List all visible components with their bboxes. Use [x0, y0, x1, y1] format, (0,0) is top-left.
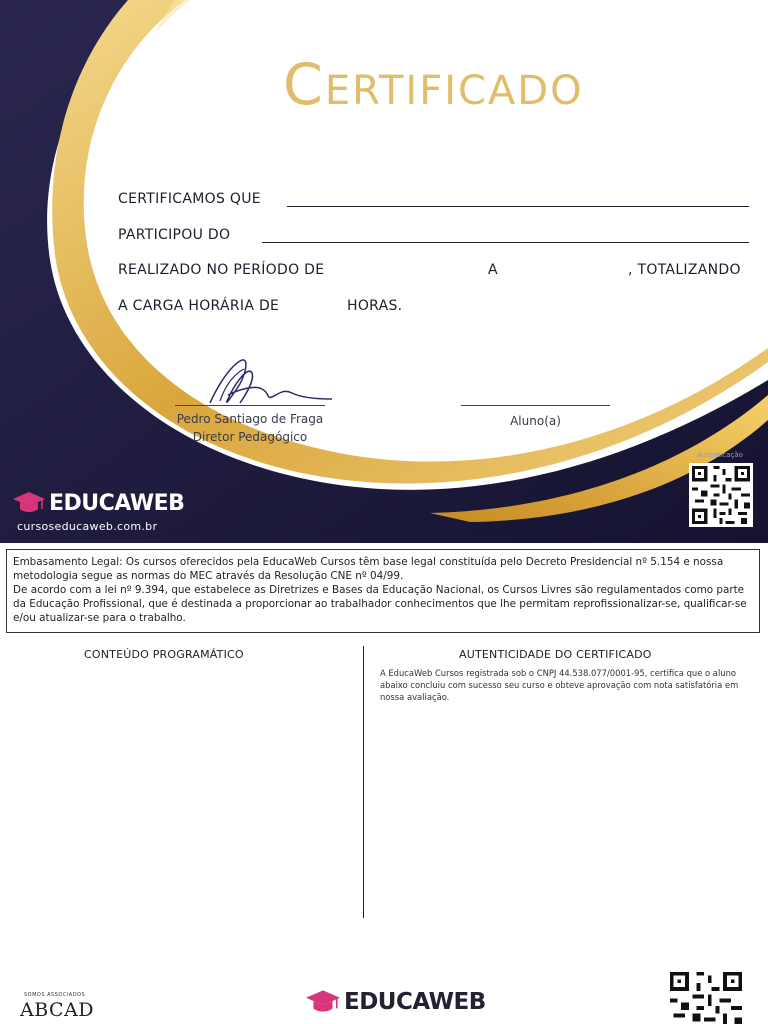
educaweb-logo — [12, 490, 184, 516]
workload-label: A CARGA HORÁRIA DE — [118, 298, 280, 314]
certificate-title — [283, 52, 584, 118]
graduation-cap-icon — [12, 490, 46, 516]
qr-code-icon — [689, 463, 753, 527]
period-label: REALIZADO NO PERÍODO DE — [118, 262, 325, 278]
legal-paragraph-2: De acordo com a lei nº 9.394, que estabelece as Diretrizes e Bases da Educação Nacional, os Cursos Livres são regulamentados como parte da Educação Profissional, que é destinada a proporcionar ao trabalhador conhecimentos que lhe permitam reprofissionalizar-se, qualificar-se e/ou atualizar-se para o trabalho. — [13, 584, 747, 624]
course-line: PARTICIPOU DO — [118, 227, 231, 243]
footer-qr-code-icon — [666, 968, 746, 1024]
signatory-name: Pedro Santiago de Fraga — [176, 412, 324, 426]
student-label: Aluno(a) — [510, 414, 561, 428]
director-signature-line — [175, 405, 325, 406]
educaweb-footer-logo — [305, 988, 486, 1016]
title-rest: ERTIFICADO — [324, 68, 584, 114]
title-initial: C — [283, 52, 325, 118]
legal-basis-box — [6, 549, 760, 633]
legal-paragraph-1 — [13, 555, 753, 583]
period-separator: A — [488, 262, 498, 278]
footer-brand-name: EDUCAWEB — [344, 989, 486, 1015]
name-blank-line — [287, 206, 749, 207]
director-signature — [200, 355, 340, 410]
authenticity-text: A EducaWeb Cursos registrada sob o CNPJ 44.538.077/0001-95, certifica que o aluno abaixo concluiu com sucesso seu curso e obteve aprovação com nota satisfatória em nossa avaliação. — [380, 668, 739, 702]
graduation-cap-icon — [305, 988, 341, 1016]
authenticity-heading: AUTENTICIDADE DO CERTIFICADO — [459, 648, 652, 661]
website: cursoseducaweb.com.br — [17, 520, 158, 533]
totalizing-label: , TOTALIZANDO — [628, 262, 741, 278]
legal-label: Embasamento Legal — [13, 556, 120, 568]
signatory-role: Diretor Pedagógico — [192, 430, 308, 444]
abcad-logo: ABCAD — [20, 999, 95, 1021]
auth-label: Autenticação — [697, 451, 743, 459]
certify-line: CERTIFICAMOS QUE — [118, 191, 261, 207]
partner-tagline: SOMOS ASSOCIADOS — [24, 992, 86, 998]
hours-label: HORAS. — [347, 298, 403, 314]
column-divider — [363, 646, 364, 918]
student-signature-line — [461, 405, 610, 406]
legal-text-1: : Os cursos oferecidos pela EducaWeb Cursos têm base legal constituída pelo Decreto Presidencial nº 5.154 e nossa metodologia segue as normas do MEC através da Resolução CNE nº 04/99. — [13, 556, 724, 582]
program-content-heading: CONTEÚDO PROGRAMÁTICO — [84, 648, 244, 661]
brand-name: EDUCAWEB — [49, 490, 185, 516]
course-blank-line — [262, 242, 749, 243]
